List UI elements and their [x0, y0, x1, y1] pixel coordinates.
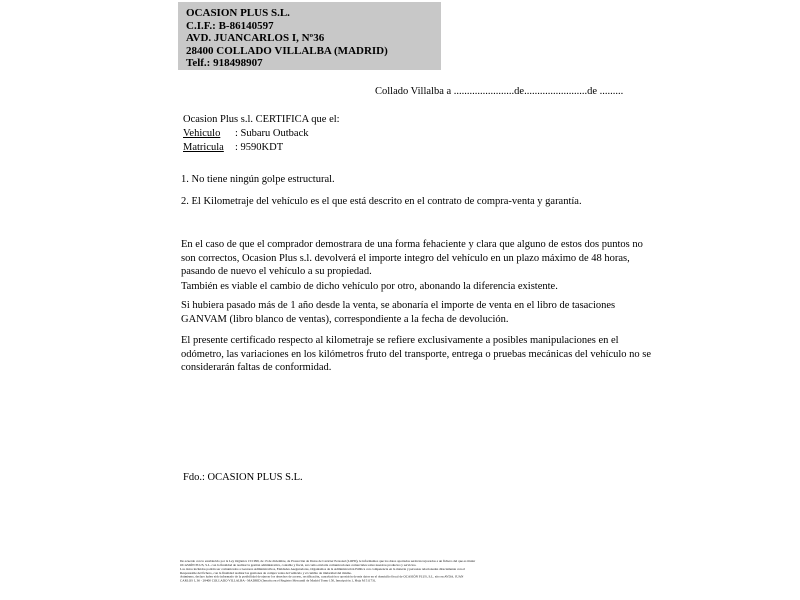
- legal-footer-line-5: Asimismo, declaro haber sido informado de la posibilidad de ejercer los derechos de acceso, rectificación, cancelación y oposición de mis datos en el domicilio fiscal de OCASIÓN PLUS, S.L. sito en AVDA. JUAN: [180, 575, 464, 579]
- signature-line: Fdo.: OCASION PLUS S.L.: [183, 472, 303, 483]
- vehicle-separator: :: [235, 128, 238, 139]
- legal-footer-line-6: CARLOS I, 36 - 28400 COLLADO VILLALBA - MADRID (Inscrita en el Registro Mercantil de Madrid Tomo 150, Inscripción 1, Hoja M 511731.: [180, 579, 377, 583]
- certification-block: [183, 113, 340, 155]
- legal-footer-line-4: Responsable del fichero, con la finalidad realizar las gestiones de compra venta del vehículo y el cambio de titularidad del mismo.: [180, 571, 352, 575]
- legal-footer: [180, 560, 800, 583]
- point-2: 2. El Kilometraje del vehículo es el que está descrito en el contrato de compra-venta y garantía.: [181, 196, 582, 207]
- plate-row: [183, 141, 340, 155]
- company-header-box: [178, 2, 441, 70]
- paragraph-refund-policy: En el caso de que el comprador demostrara de una forma fehaciente y clara que alguno de estos dos puntos no son correctos, Ocasion Plus s.l. devolverá el importe integro del vehículo en un plazo máximo de 48 horas, pasando de nuevo el vehículo a su propiedad.: [181, 239, 643, 278]
- company-cif: C.I.F.: B-86140597: [186, 19, 274, 32]
- date-line: Collado Villalba a .......................de........................de .........: [375, 86, 624, 97]
- plate-label: Matricula: [183, 142, 224, 153]
- company-city: 28400 COLLADO VILLALBA (MADRID): [186, 44, 388, 57]
- vehicle-row: [183, 127, 340, 141]
- legal-footer-line-1: De acuerdo con lo establecido por la Ley Orgánica 15/1999, de 13 de diciembre, de Protección de Datos de Carácter Personal (LOPD), le informamos que los datos aportados serán incorporados a un fichero del que es titular: [180, 560, 476, 564]
- plate-value: 9590KDT: [240, 142, 284, 153]
- company-address: AVD. JUANCARLOS I, Nº36: [186, 32, 325, 45]
- paragraph-ganvam-valuation: Si hubiera pasado más de 1 año desde la venta, se abonaría el importe de venta en el libro de tasaciones GANVAM (libro blanco de ventas), correspondiente a la fecha de devolución.: [181, 300, 616, 325]
- legal-footer-line-2: OCASIÓN PLUS, S.L. con la finalidad de realizar la gestión administrativa, contable y fiscal, así como enviarle comunicaciones comerciales sobre nuestros productos y servicios.: [180, 563, 417, 568]
- paragraph-mileage-disclaimer: El presente certificado respecto al kilometraje se refiere exclusivamente a posibles manipulaciones en el odómetro, las variaciones en los kilómetros fruto del transporte, entrega o pruebas mecánicas del vehículo no se considerarán faltas de conformidad.: [181, 335, 652, 374]
- company-phone: Telf.: 918498907: [186, 57, 263, 70]
- certify-intro: Ocasion Plus s.l. CERTIFICA que el:: [183, 114, 340, 125]
- legal-footer-line-3: Los datos incluidos podrán ser comunicados a Gestores Administrativos, Entidades Aseguradoras, Organismos de la Administración Pública con competencia en la materia y personas relacionadas directamente con el: [180, 567, 465, 572]
- plate-separator: :: [235, 142, 238, 153]
- company-name: OCASION PLUS S.L.: [186, 7, 290, 19]
- paragraph-exchange-option: También es viable el cambio de dicho vehículo por otro, abonando la diferencia existente.: [181, 281, 558, 292]
- vehicle-label: Vehiculo: [183, 128, 221, 139]
- point-1: 1. No tiene ningún golpe estructural.: [181, 174, 335, 185]
- vehicle-value: Subaru Outback: [240, 128, 309, 139]
